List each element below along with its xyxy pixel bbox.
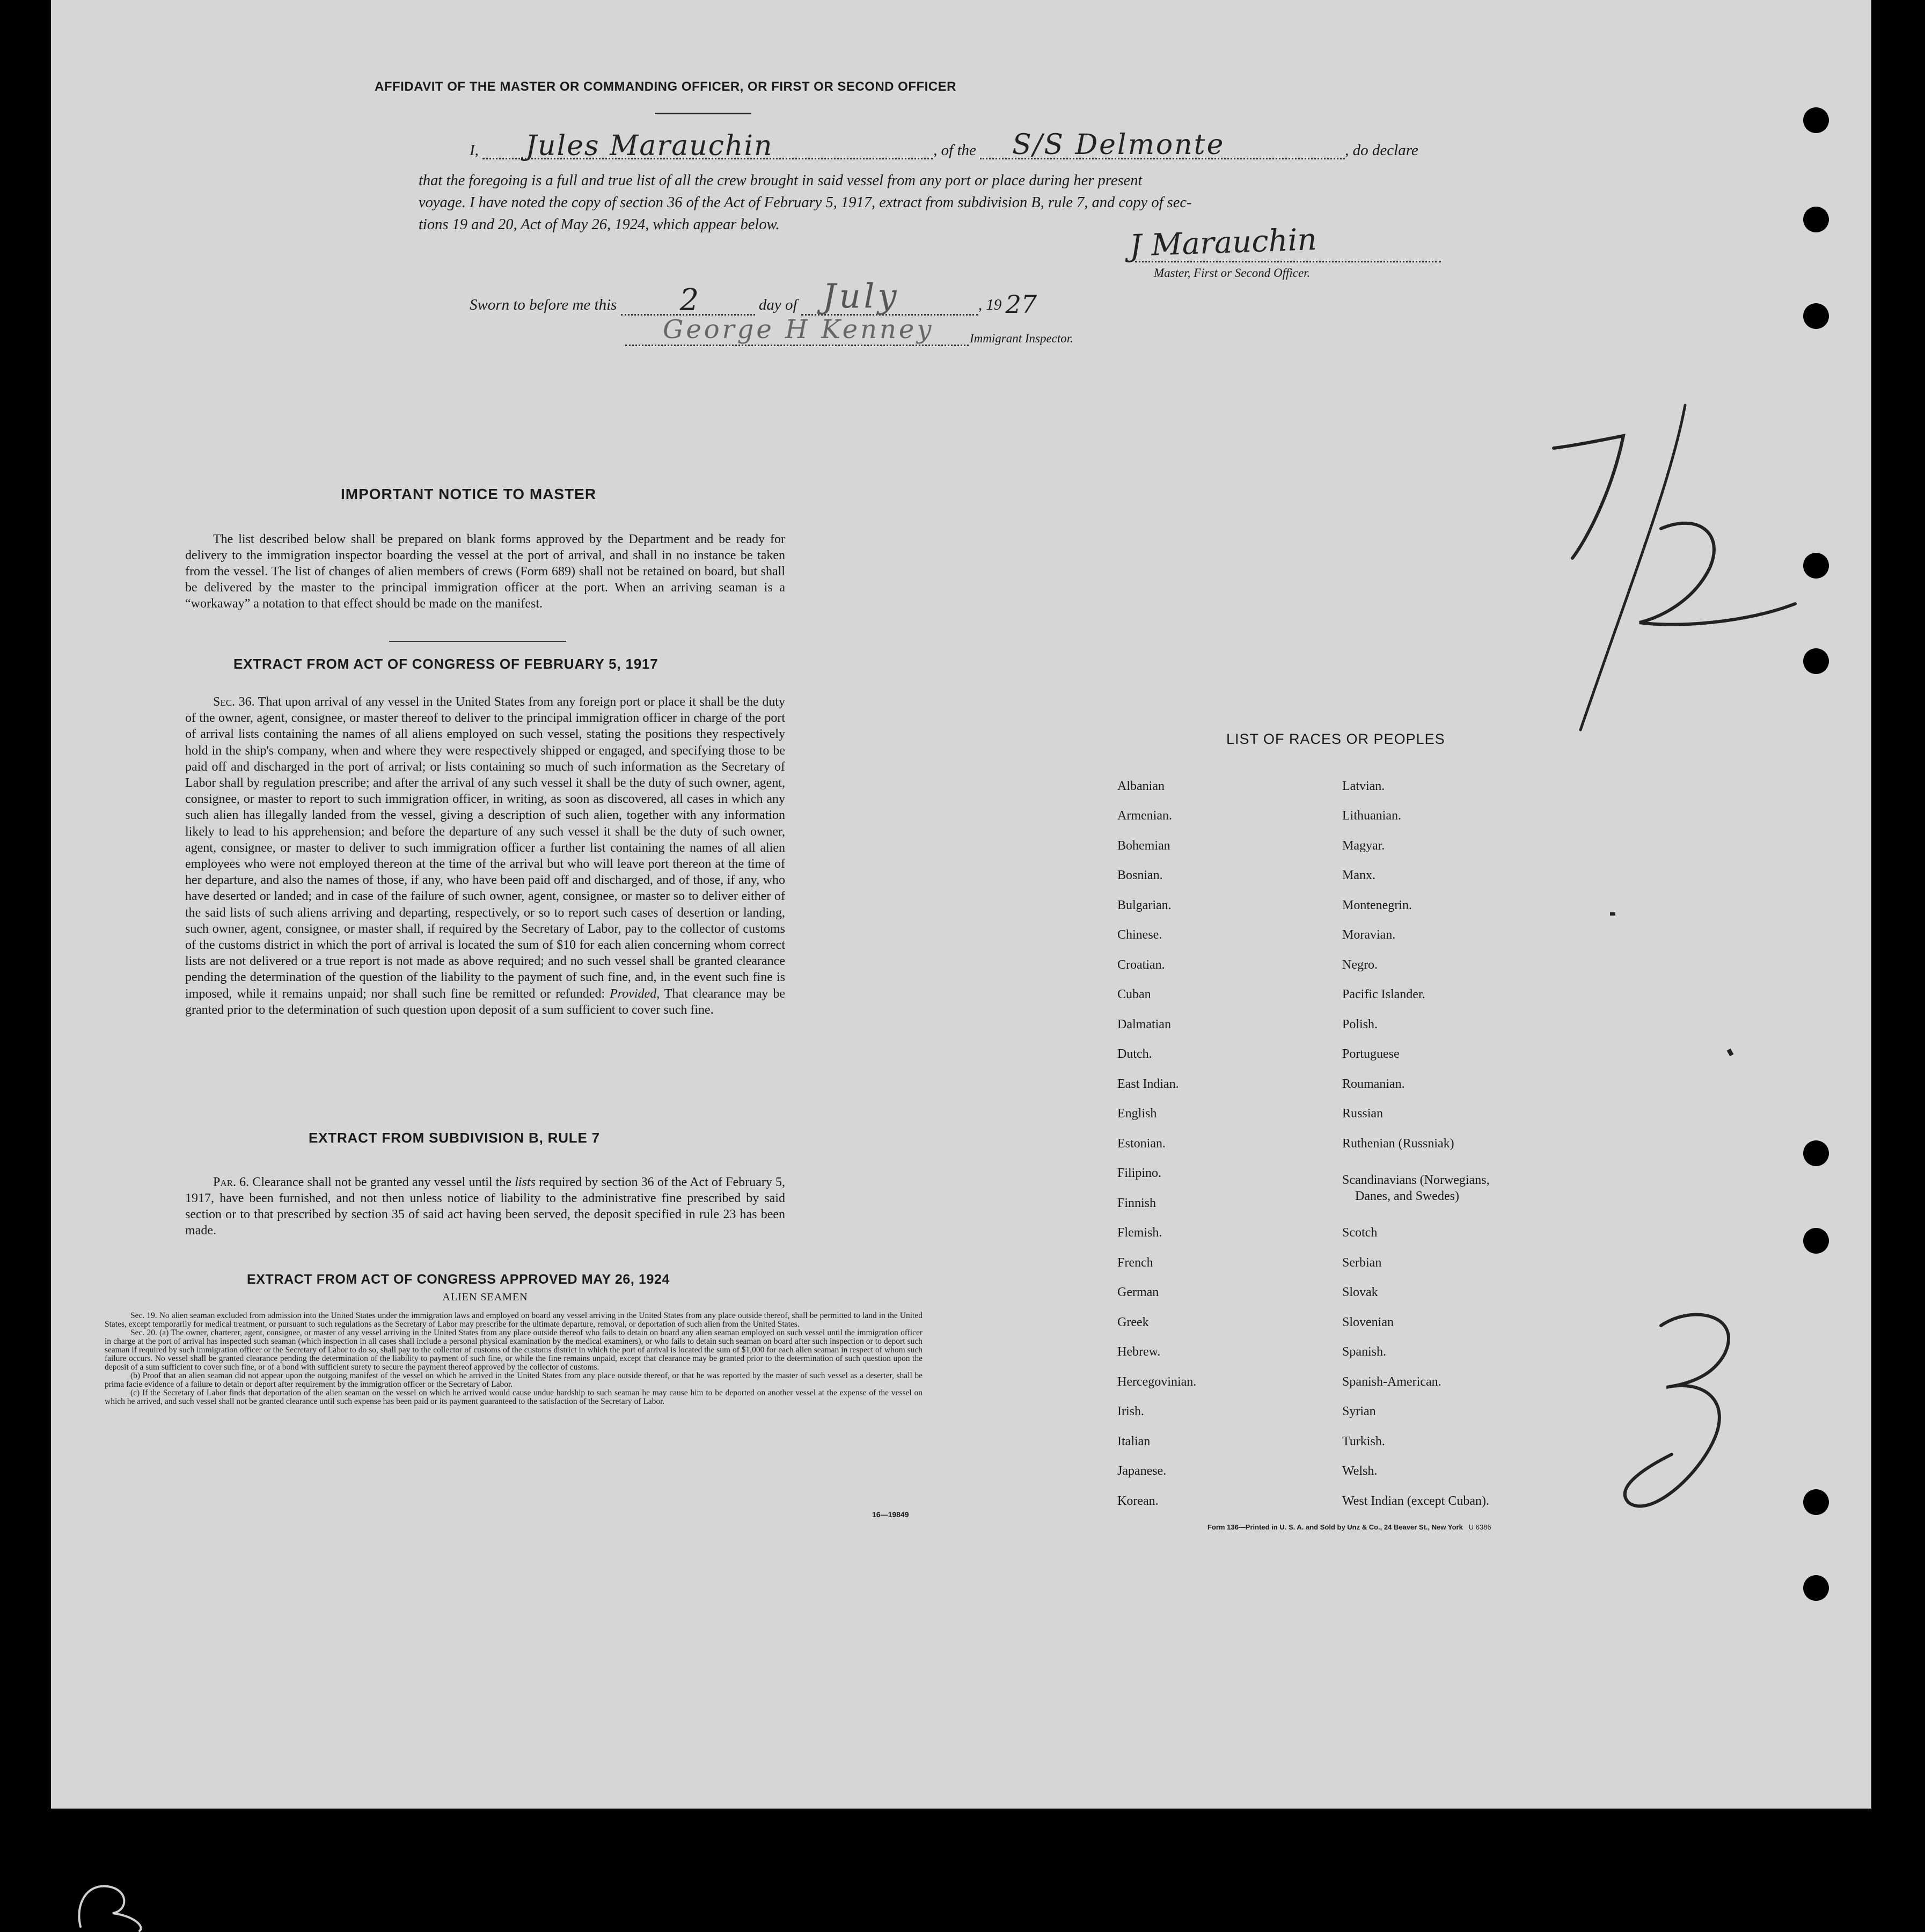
do-declare-text: , do declare [1345,142,1418,159]
race-item: French [1117,1256,1153,1270]
race-item: Bosnian. [1117,868,1163,882]
punch-hole [1803,553,1829,579]
race-item: Spanish. [1342,1345,1387,1359]
race-item: Irish. [1117,1404,1144,1418]
race-item: Albanian [1117,779,1165,793]
punch-hole [1803,1228,1829,1254]
year-prefix: , 19 [978,296,1002,313]
sworn-line [470,276,1037,319]
race-item: Serbian [1342,1256,1382,1270]
race-item: Dalmatian [1117,1018,1171,1031]
race-item: Negro. [1342,958,1378,972]
sec-19-text: Sec. 19. No alien seaman excluded from admission into the United States under the immigration laws and employed on board any vessel arriving in the United States from any place outside thereof, shall be permitted to land in the United States, except temporarily for medical treatment, or pursuant to such regulations as the Secretary of Labor may prescribe for the ultimate departure, removal, or deportation of such alien from the United States. [105,1311,923,1329]
master-name-field[interactable] [482,130,933,162]
race-item: Scotch [1342,1226,1378,1240]
punch-hole [1803,303,1829,329]
race-item: Armenian. [1117,809,1172,823]
extract-1924-heading: EXTRACT FROM ACT OF CONGRESS APPROVED MAY 26, 1924 [247,1272,670,1287]
sworn-month-field[interactable] [801,276,978,316]
extract-1917-heading: EXTRACT FROM ACT OF CONGRESS OF FEBRUARY 5, 1917 [233,656,658,672]
race-item: Syrian [1342,1404,1376,1418]
extract-rule7-body [185,1174,785,1239]
race-item: Polish. [1342,1018,1378,1031]
race-item: Hebrew. [1117,1345,1161,1359]
race-item: Bulgarian. [1117,898,1172,912]
notice-body: The list described below shall be prepared on blank forms approved by the Department and be ready for delivery to the immigration inspector boarding the vessel at the port of arrival, and shall in no instance be taken from the vessel. The list of changes of alien members of crews (Form 689) shall not be retained on board, but shall be delivered by the master to the principal immigration officer at the port. When an arriving seaman is a “workaway” a notation to that effect should be made on the manifest. [185,532,785,611]
race-item: Italian [1117,1435,1151,1448]
notice-rule [389,641,566,642]
inspector-signature: George H Kenney [663,314,934,345]
sec-36-text: That upon arrival of any vessel in the United States from any foreign port or place it shall be the duty of the owner, agent, consignee, or master thereof to deliver to the principal immigration officer in charge of the port of arrival lists containing the names of all aliens employed on such vessel, stating the positions they respectively hold in the ship's company, when and where they were respectively shipped or engaged, and specifying those to be paid off and discharged in the port of arrival; or lists containing so much of such information as the Secretary of Labor shall by regulation prescribe; and after the arrival of any such vessel it shall be the duty of such owner, agent, consignee, or master to report to such immigration officer, in writing, as soon as discovered, all cases in which any such alien has illegally landed from the vessel, giving a description of such alien, together with any information likely to lead to his apprehension; and before the departure of any such vessel it shall be the duty of such owner, agent, consignee, or master to deliver to such immigration officer a further list containing the names of all alien employees who were not employed thereon at the time of the arrival but who will leave port thereon at the time of her departure, and also the names of those, if any, who have been paid off and discharged, and of those, if any, who have deserted or landed; and in case of the failure of such owner, agent, consignee, or master so to deliver either of the said lists of such aliens arriving and departing, respectively, or so to report such cases of desertion or landing, such owner, agent, consignee, or master shall, if required by the Secretary of Labor, pay to the collector of customs of the customs district in which the port of arrival is located the sum of $10 for each alien concerning whom correct lists are not delivered or a true report is not made as above required; and no such vessel shall be granted clearance pending the determination of the question of the liability to the payment of such fine, and, in the event such fine is imposed, while it remains unpaid; nor shall such fine be remitted or refunded: [185,695,786,1001]
form-number: 16—19849 [872,1510,909,1519]
race-item: West Indian (except Cuban). [1342,1494,1489,1508]
race-item: Filipino. [1117,1166,1162,1180]
race-item: Bohemian [1117,839,1170,853]
printer-note-text: Form 136—Printed in U. S. A. and Sold by Unz & Co., 24 Beaver St., New York [1207,1523,1463,1531]
race-item: Pacific Islander. [1342,987,1425,1001]
affidavit-line-3: voyage. I have noted the copy of section 36 of the Act of February 5, 1917, extract from subdivision B, rule 7, and copy of sec- [419,194,1192,211]
ink-speck [1610,912,1615,916]
race-item: Magyar. [1342,839,1385,853]
fraction-annotation [1650,668,1651,669]
sworn-month-handwritten: July [822,276,900,316]
punch-hole [1803,1489,1829,1515]
printer-note [1207,1523,1491,1531]
race-item: East Indian. [1117,1077,1179,1091]
lists-word: lists [515,1175,536,1189]
printer-code: U 6386 [1468,1523,1491,1531]
race-item: Portuguese [1342,1047,1400,1061]
race-item: Croatian. [1117,958,1165,972]
sworn-day-handwritten: 2 [679,283,699,318]
par-6-label: Par. 6. [213,1175,250,1189]
inspector-caption: Immigrant Inspector. [970,332,1073,345]
sec-20b-text: (b) Proof that an alien seaman did not appear upon the outgoing manifest of the vessel on which he arrived in the United States from any place outside thereof, or that he was reported by the master of such vessel as a deserter, shall be prima facie evidence of a failure to detain or deport after requirement by the immigration officer or the Secretary of Labor. [105,1371,923,1389]
race-item: English [1117,1107,1157,1121]
master-signature: J Marauchin [1129,222,1318,264]
ink-speck [1727,1049,1734,1056]
race-item: Flemish. [1117,1226,1162,1240]
race-item: Ruthenian (Russniak) [1342,1137,1454,1151]
handwritten-fraction-mark [1446,397,1833,784]
master-caption: Master, First or Second Officer. [1154,266,1311,280]
races-heading: LIST OF RACES OR PEOPLES [1226,731,1445,747]
race-item: Dutch. [1117,1047,1152,1061]
sworn-year-handwritten: 27 [1005,290,1037,319]
vessel-name-field[interactable] [980,129,1345,161]
affidavit-line-1 [470,129,1418,162]
races-left-column [1117,779,1343,1531]
master-signature-block [1087,222,1441,268]
heading-rule [655,113,751,114]
race-item: Scandinavians (Norwegians, [1342,1173,1490,1187]
pronoun-text: I, [470,142,479,159]
race-item: Lithuanian. [1342,809,1401,823]
race-item: Finnish [1117,1196,1157,1210]
race-item: Roumanian. [1342,1077,1405,1091]
punch-hole [1803,1575,1829,1601]
race-item: Manx. [1342,868,1375,882]
punch-hole [1803,107,1829,133]
punch-hole [1803,648,1829,674]
proviso-word: Provided, [610,986,660,1001]
race-item: Welsh. [1342,1464,1378,1478]
rule7-text-a: Clearance shall not be granted any vessel until the [252,1175,512,1189]
day-of-text: day of [758,296,797,313]
race-item: Slovenian [1342,1315,1394,1329]
race-item: Chinese. [1117,928,1162,942]
race-item: Slovak [1342,1285,1378,1299]
punch-hole [1803,1140,1829,1166]
inspector-signature-block [625,314,969,351]
race-item: Greek [1117,1315,1149,1329]
race-item: Montenegrin. [1342,898,1412,912]
extract-rule7-heading: EXTRACT FROM SUBDIVISION B, RULE 7 [309,1130,600,1146]
handwritten-number-mark [1602,1304,1795,1529]
race-item: Latvian. [1342,779,1385,793]
affidavit-line-2: that the foregoing is a full and true list of all the crew brought in said vessel from any port or place during her present [419,172,1143,189]
extract-1924-body [105,1312,923,1406]
extract-1917-body [185,694,785,1018]
rule7-text-b: required by section 36 of the Act of February 5, 1917, have been furnished, and not then unless notice of liability to the administrative fine prescribed by said section or to that prescribed by section 35 of said act having been served, the deposit specified in rule 23 has been made. [185,1175,786,1238]
vessel-name-handwritten: S/S Delmonte [1012,129,1225,161]
sec-36-label: Sec. 36. [213,695,255,709]
alien-seamen-subheading: ALIEN SEAMEN [442,1291,528,1303]
scanner-corner-mark [70,1862,150,1932]
race-item: Estonian. [1117,1137,1166,1151]
sec-20c-text: (c) If the Secretary of Labor finds that deportation of the alien seaman on the vessel on which he arrived would cause undue hardship to such seaman he may cause him to be deported on another vessel at the expense of the vessel on which he arrived, and such vessel shall not be granted clearance until such expense has been paid or its payment guaranteed to the satisfaction of the Secretary of Labor. [105,1388,923,1406]
sworn-prefix: Sworn to before me this [470,296,617,313]
proviso-text: That clearance may be granted prior to the determination of such question upon deposit of a sum sufficient to cover such fine. [185,986,786,1017]
sworn-day-field[interactable] [621,283,755,318]
race-item: German [1117,1285,1159,1299]
race-item: Moravian. [1342,928,1396,942]
affidavit-heading: AFFIDAVIT OF THE MASTER OR COMMANDING OFFICER, OR FIRST OR SECOND OFFICER [374,79,957,94]
race-item: Korean. [1117,1494,1159,1508]
document-page [51,0,1871,1809]
affidavit-line-4: tions 19 and 20, Act of May 26, 1924, which appear below. [419,216,780,233]
notice-heading: IMPORTANT NOTICE TO MASTER [341,486,597,502]
race-item: Hercegovinian. [1117,1375,1197,1389]
race-item: Turkish. [1342,1435,1385,1448]
of-the-text: , of the [933,142,976,159]
punch-hole [1803,207,1829,232]
races-right-column [1342,779,1611,1531]
race-item: Japanese. [1117,1464,1167,1478]
race-item: Cuban [1117,987,1151,1001]
sec-20a-text: Sec. 20. (a) The owner, charterer, agent, consignee, or master of any vessel arriving in the United States from any place outside thereof who fails to detain on board any alien seaman employed on such vessel until the immigration officer in charge at the port of arrival has inspected such seaman (which inspection in all cases shall include a personal physical examination by the medical examiners), or who fails to detain such seaman on board after such inspection or to deport such seaman if required by such immigration officer or the Secretary of Labor to do so, shall pay to the collector of customs of the customs district in which the port of arrival is located the sum of $1,000 for each alien seaman in respect of whom such failure occurs. No vessel shall be granted clearance pending the determination of the liability to payment of such fine, or while the fine remains unpaid, except that clearance may be granted prior to the determination of such question upon the deposit of a sum sufficient to cover such fine, or of a bond with sufficient surety to secure the payment thereof approved by the collector of customs. [105,1328,923,1372]
race-item: Russian [1342,1107,1384,1121]
race-item: Spanish-American. [1342,1375,1441,1389]
race-item: Danes, and Swedes) [1355,1189,1459,1203]
master-name-handwritten: Jules Marauchin [525,130,773,162]
